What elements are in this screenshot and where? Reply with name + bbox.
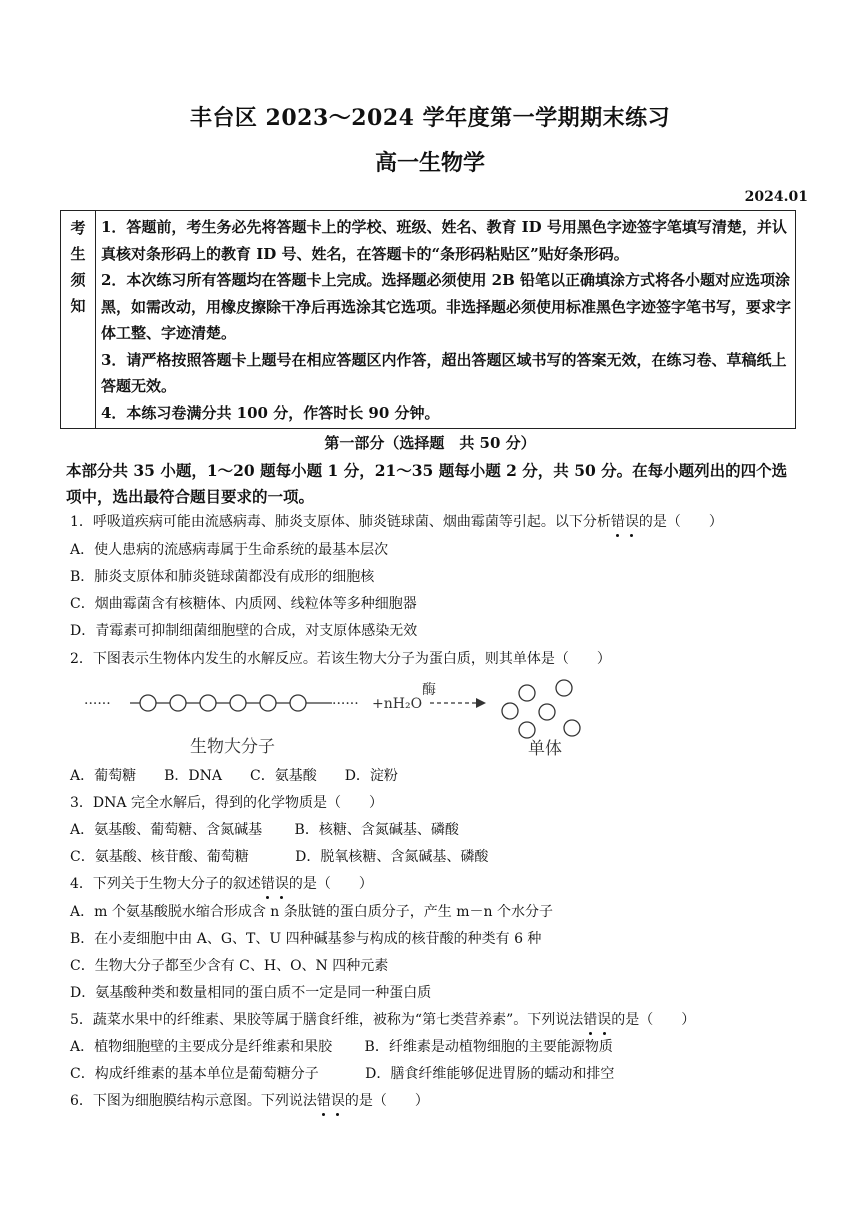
dots-mid: ······ — [332, 696, 359, 712]
notice-item: 2．本次练习所有答题均在答题卡上完成。选择题必须使用 2B 铅笔以正确填涂方式将各小题对应选项涂黑，如需改动，用橡皮擦除干净后再选涂其它选项。非选择题必须使用标准黑色字迹签字笔书写，要求字体工整、字迹清楚。 — [101, 271, 792, 342]
free-monomer — [519, 685, 535, 701]
exam-subject: 高一生物学 — [374, 150, 485, 176]
emphasis-char: 误 — [624, 514, 639, 530]
question-4-option-d: D．氨基酸种类和数量相同的蛋白质不一定是同一种蛋白质 — [70, 985, 432, 1001]
question-3-options-ab: A．氨基酸、葡萄糖、含氮碱基 B．核糖、含氮碱基、磷酸 — [70, 822, 459, 838]
free-monomer — [539, 704, 555, 720]
question-4-stem: 4．下列关于生物大分子的叙述错误的是（ ） — [70, 876, 373, 892]
question-3-options-cd: C．氨基酸、核苷酸、葡萄糖 D．脱氧核糖、含氮碱基、磷酸 — [70, 849, 489, 865]
question-2-options: A．葡萄糖 B．DNA C．氨基酸 D．淀粉 — [70, 768, 398, 784]
emphasis-char: 错 — [610, 514, 625, 530]
monomer-cluster — [502, 680, 580, 738]
enzyme-label: 酶 — [422, 682, 436, 698]
question-1-stem: 1．呼吸道疾病可能由流感病毒、肺炎支原体、肺炎链球菌、烟曲霉菌等引起。以下分析错误的是（ ） — [70, 514, 723, 530]
hydrolysis-diagram — [82, 678, 612, 758]
emphasis-char: 错 — [583, 1012, 598, 1028]
free-monomer — [502, 703, 518, 719]
emphasis-char: 误 — [597, 1012, 612, 1028]
monomer-unit — [170, 695, 186, 711]
question-5-options-cd: C．构成纤维素的基本单位是葡萄糖分子 D．膳食纤维能够促进胃肠的蠕动和排空 — [70, 1066, 615, 1082]
water-label: +nH₂O — [372, 696, 423, 712]
question-4-option-b: B．在小麦细胞中由 A、G、T、U 四种碱基参与构成的核苷酸的种类有 6 种 — [70, 931, 542, 947]
emphasis-char: 错 — [316, 1093, 331, 1109]
dots-left: ······ — [84, 696, 111, 712]
exam-title: 丰台区 2023～2024 学年度第一学期期末练习 — [189, 105, 671, 131]
notice-label-char: 知 — [70, 297, 86, 315]
question-1-option-d: D．青霉素可抑制细菌细胞壁的合成，对支原体感染无效 — [70, 623, 418, 639]
question-1-option-a: A．使人患病的流感病毒属于生命系统的最基本层次 — [70, 542, 389, 558]
question-6-stem: 6．下图为细胞膜结构示意图。下列说法错误的是（ ） — [70, 1093, 429, 1109]
notice-item: 4．本练习卷满分共 100 分，作答时长 90 分钟。 — [101, 403, 440, 422]
question-3-stem: 3．DNA 完全水解后，得到的化学物质是（ ） — [70, 795, 383, 811]
question-5-options-ab: A．植物细胞壁的主要成分是纤维素和果胶 B．纤维素是动植物细胞的主要能源物质 — [70, 1039, 613, 1055]
macromolecule-label: 生物大分子 — [190, 737, 275, 757]
question-5-stem: 5．蔬菜水果中的纤维素、果胶等属于膳食纤维，被称为“第七类营养素”。下列说法错误的是（ ） — [70, 1012, 696, 1028]
monomer-unit — [290, 695, 306, 711]
notice-label — [61, 211, 96, 428]
candidate-notice-box — [60, 210, 796, 429]
section-title: 第一部分（选择题 共 50 分） — [324, 434, 536, 452]
question-1-option-c: C．烟曲霉菌含有核糖体、内质网、线粒体等多种细胞器 — [70, 596, 417, 612]
free-monomer — [519, 722, 535, 738]
monomer-label: 单体 — [528, 739, 562, 758]
emphasis-char: 误 — [330, 1093, 345, 1109]
question-2-stem: 2．下图表示生物体内发生的水解反应。若该生物大分子为蛋白质，则其单体是（ ） — [70, 651, 611, 667]
reaction-arrowhead — [476, 698, 486, 708]
question-4-option-c: C．生物大分子都至少含有 C、H、O、N 四种元素 — [70, 958, 389, 974]
question-4-option-a: A．m 个氨基酸脱水缩合形成含 n 条肽链的蛋白质分子，产生 m－n 个水分子 — [70, 904, 553, 920]
free-monomer — [556, 680, 572, 696]
notice-label-char: 须 — [70, 271, 86, 289]
monomer-unit — [230, 695, 246, 711]
notice-body — [101, 214, 791, 426]
monomer-unit — [140, 695, 156, 711]
monomer-unit — [260, 695, 276, 711]
section-description: 本部分共 35 小题，1～20 题每小题 1 分，21～35 题每小题 2 分，共 50 分。在每小题列出的四个选项中，选出最符合题目要求的一项。 — [66, 461, 788, 506]
notice-label-char: 考 — [70, 219, 86, 237]
emphasis-char: 错 — [260, 876, 275, 892]
question-1-option-b: B．肺炎支原体和肺炎链球菌都没有成形的细胞核 — [70, 569, 375, 585]
notice-label-char: 生 — [70, 245, 86, 263]
notice-item: 1．答题前，考生务必先将答题卡上的学校、班级、姓名、教育 ID 号用黑色字迹签字笔填写清楚，并认真核对条形码上的教育 ID 号、姓名，在答题卡的“条形码粘贴区”贴好条形码。 — [101, 218, 787, 263]
emphasis-char: 误 — [274, 876, 289, 892]
free-monomer — [564, 720, 580, 736]
exam-date: 2024.01 — [744, 189, 808, 205]
notice-item: 3．请严格按照答题卡上题号在相应答题区内作答，超出答题区域书写的答案无效，在练习卷、草稿纸上答题无效。 — [101, 350, 787, 395]
monomer-unit — [200, 695, 216, 711]
